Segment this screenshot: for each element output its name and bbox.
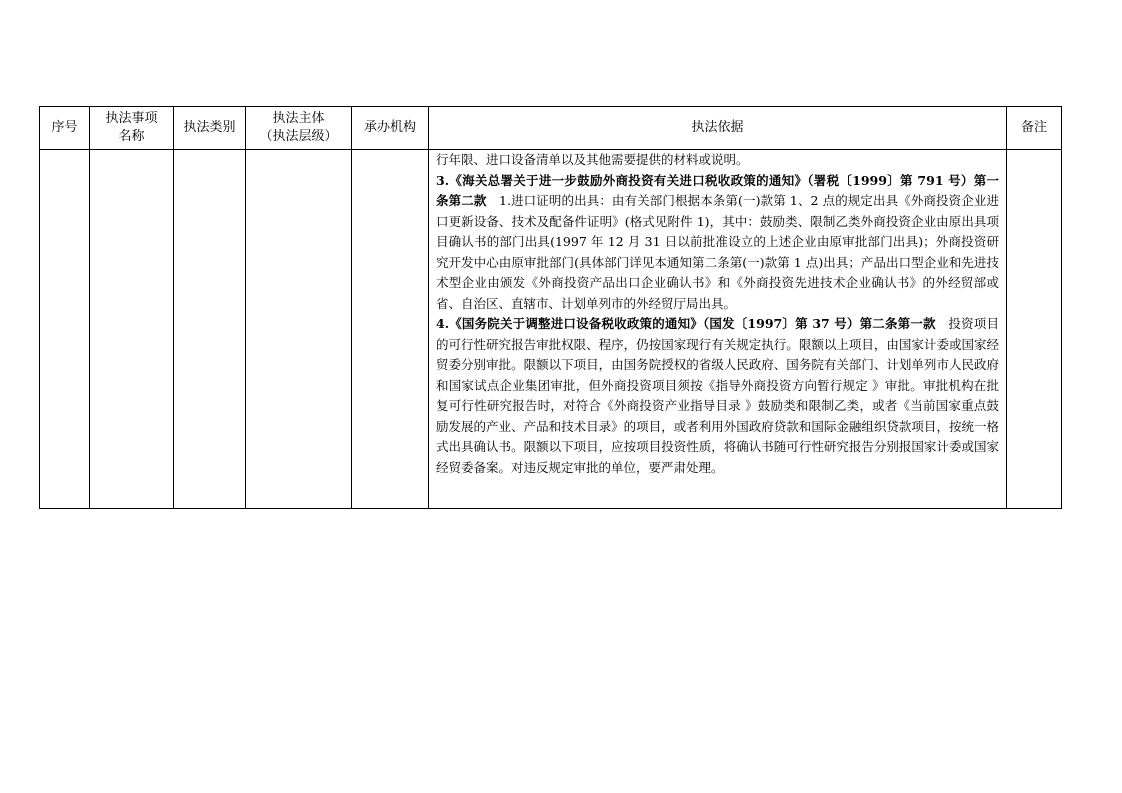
basis-paragraph-customs-notice <box>436 171 999 315</box>
cell-agency <box>352 150 429 509</box>
header-remarks: 备注 <box>1007 107 1062 150</box>
header-basis: 执法依据 <box>429 107 1007 150</box>
cell-category <box>174 150 246 509</box>
basis-customs-notice-title: 3.《海关总署关于进一步鼓励外商投资有关进口税收政策的通知》（署税〔1999〕第 791 号）第一条第二款 <box>436 172 999 208</box>
basis-paragraph-state-council-notice <box>436 314 999 478</box>
table-row <box>40 150 1062 509</box>
enforcement-table <box>39 106 1062 509</box>
basis-customs-notice-body: 1.进口证明的出具：由有关部门根据本条第(一)款第 1、2 点的规定出具《外商投资企业进口更新设备、技术及配备件证明》(格式见附件 1)，其中：鼓励类、限制乙类外商投资企业由原出具项目确认书的部门出具(1997 年 12 月 31 日以前批准设立的上述企业由原审批部门出具)；外商投资研究开发中心由原审批部门(具体部门详见本通知第二条第(一)款第 1 点)出具；产品出口型企业和先进技术型企业由颁发《外商投资产品出口企业确认书》和《外商投资先进技术企业确认书》的外经贸部或省、自治区、直辖市、计划单列市的外经贸厅局出具。 <box>436 193 999 311</box>
header-item-name <box>90 107 174 150</box>
header-item-name-line2: 名称 <box>118 129 145 144</box>
header-item-name-line1: 执法事项 <box>105 111 158 126</box>
cell-item-name <box>90 150 174 509</box>
cell-seq <box>40 150 90 509</box>
header-subject-line2: （执法层级） <box>259 129 338 144</box>
basis-state-council-notice-body: 投资项目的可行性研究报告审批权限、程序，仍按国家现行有关规定执行。限额以上项目，由国家计委或国家经贸委分别审批。限额以下项目，由国务院授权的省级人民政府、国务院有关部门、计划单列市人民政府和国家试点企业集团审批，但外商投资项目须按《指导外商投资方向暂行规定 》审批。审批机构在批复可行性研究报告时，对符合《外商投资产业指导目录 》鼓励类和限制乙类，或者《当前国家重点鼓励发展的产业、产品和技术目录》的项目，或者利用外国政府贷款和国际金融组织贷款项目，按统一格式出具确认书。限额以下项目，应按项目投资性质，将确认书随可行性研究报告分别报国家计委或国家经贸委备案。对违反规定审批的单位，要严肃处理。 <box>436 316 999 475</box>
header-seq: 序号 <box>40 107 90 150</box>
cell-subject <box>246 150 352 509</box>
header-agency: 承办机构 <box>352 107 429 150</box>
header-category: 执法类别 <box>174 107 246 150</box>
cell-remarks <box>1007 150 1062 509</box>
basis-state-council-notice-title: 4.《国务院关于调整进口设备税收政策的通知》（国发〔1997〕第 37 号）第二条第一款 <box>436 316 936 331</box>
table-header-row <box>40 107 1062 150</box>
cell-basis <box>429 150 1007 509</box>
basis-paragraph-continuation: 行年限、进口设备清单以及其他需要提供的材料或说明。 <box>436 152 749 167</box>
header-subject-line1: 执法主体 <box>272 111 325 126</box>
header-subject <box>246 107 352 150</box>
